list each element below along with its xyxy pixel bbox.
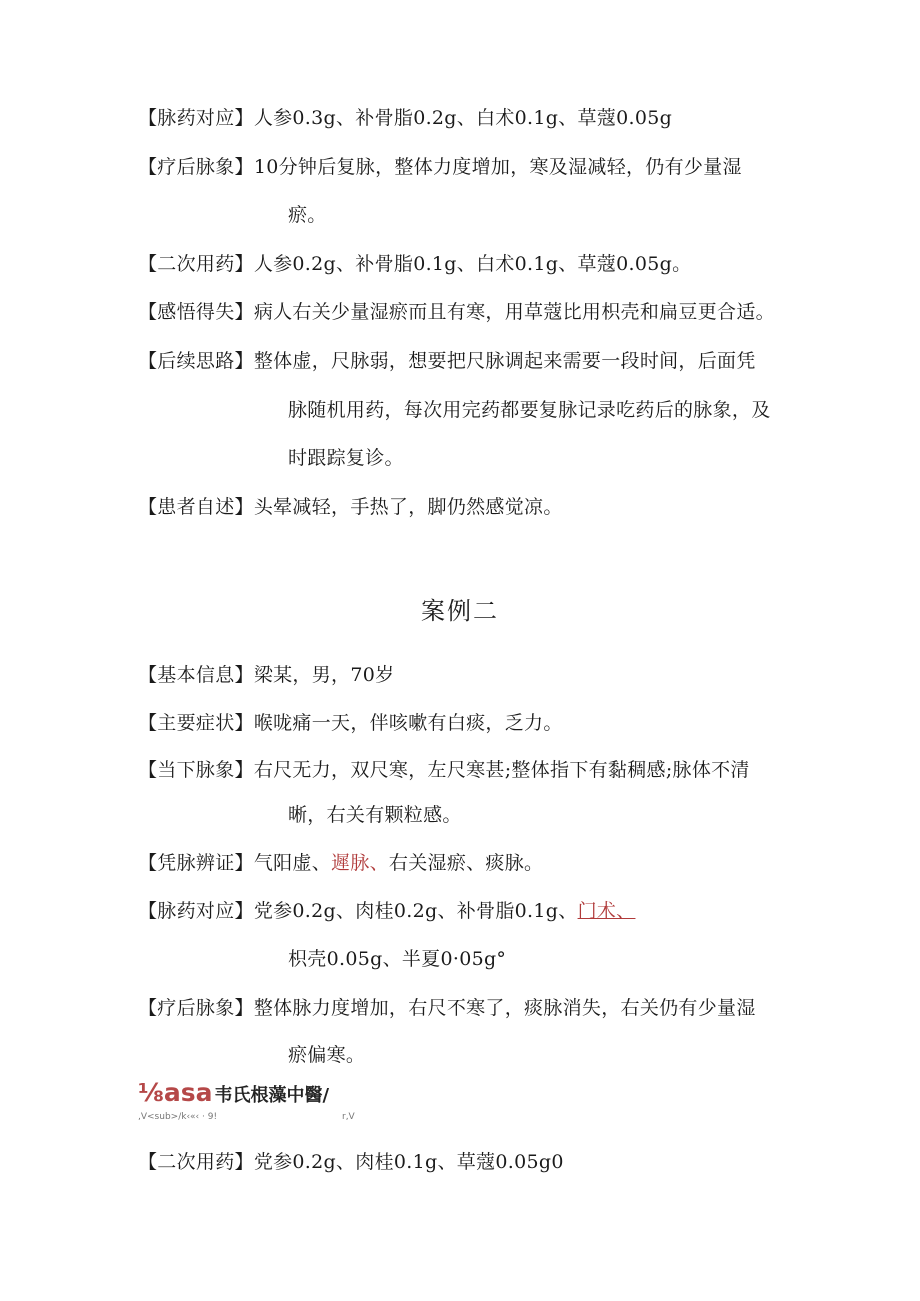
field-value-continued: 枳壳0.05g、半夏0·05g° — [288, 948, 507, 970]
row-continuation — [288, 398, 771, 422]
row-gan-wu-de-shi — [138, 300, 775, 324]
field-label: 【凭脉辨证】 — [138, 852, 254, 874]
row-er-ci-yong-yao-2 — [138, 1150, 564, 1174]
field-value-continued: 时跟踪复诊。 — [288, 447, 404, 469]
highlight-text: 门术、 — [577, 900, 636, 922]
watermark-logo — [138, 1078, 329, 1111]
field-value: 党参0.2g、肉桂0.1g、草蔻0.05g0 — [253, 1151, 564, 1173]
highlight-text: 遲脉、 — [331, 852, 389, 874]
field-value: 右关湿瘀、痰脉。 — [388, 852, 544, 874]
field-label: 【疗后脉象】 — [138, 156, 254, 178]
section-title: 案例二 — [421, 597, 499, 625]
field-value: 10分钟后复脉，整体力度增加，寒及湿减轻，仍有少量湿 — [253, 156, 742, 178]
row-liao-hou-mai-xiang-1 — [138, 155, 742, 179]
logo-brand-text: 韦氏根藻中醫/ — [214, 1085, 330, 1106]
field-label: 【疗后脉象】 — [138, 997, 254, 1019]
field-value-continued: 晰，右关有颗粒感。 — [288, 804, 462, 826]
field-value: 整体虚，尺脉弱，想要把尺脉调起来需要一段时间，后面凭 — [253, 350, 756, 372]
row-continuation — [288, 1043, 365, 1067]
row-dang-xia-mai-xiang — [138, 758, 750, 782]
field-value: 头晕减轻，手热了，脚仍然感觉凉。 — [253, 496, 563, 518]
field-label: 【患者自述】 — [138, 496, 254, 518]
field-label: 【主要症状】 — [138, 712, 254, 734]
field-label: 【后续思路】 — [138, 350, 254, 372]
row-continuation — [288, 203, 327, 227]
field-value: 气阳虚、 — [253, 852, 332, 874]
row-huan-zhe-zi-shu — [138, 495, 563, 519]
field-value: 喉咙痛一天，伴咳嗽有白痰，乏力。 — [253, 712, 563, 734]
field-value: 梁某，男，70岁 — [253, 664, 395, 686]
field-label: 【二次用药】 — [138, 253, 254, 275]
field-label: 【二次用药】 — [138, 1151, 254, 1173]
field-value: 病人右关少量湿瘀而且有寒，用草蔻比用枳壳和扁豆更合适。 — [253, 301, 775, 323]
field-label: 【当下脉象】 — [138, 759, 254, 781]
field-value: 党参0.2g、肉桂0.2g、补骨脂0.1g、 — [253, 900, 578, 922]
row-continuation — [288, 947, 506, 971]
field-value: 右尺无力，双尺寒，左尺寒甚;整体指下有黏稠感;脉体不清 — [253, 759, 750, 781]
field-value-continued: 脉随机用药，每次用完药都要复脉记录吃药后的脉象，及 — [288, 399, 771, 421]
row-hou-xu-si-lu — [138, 349, 756, 373]
row-liao-hou-mai-xiang-2 — [138, 996, 756, 1020]
field-value-continued: 瘀偏寒。 — [288, 1044, 366, 1066]
row-ping-mai-bian-zheng — [138, 851, 543, 875]
watermark-subtext-right: r,V — [342, 1112, 355, 1122]
field-label: 【基本信息】 — [138, 664, 254, 686]
field-value: 人参0.3g、补骨脂0.2g、白术0.1g、草蔻0.05g — [253, 107, 673, 129]
field-label: 【脉药对应】 — [138, 900, 254, 922]
row-continuation — [288, 446, 404, 470]
row-mai-yao-dui-ying-1 — [138, 106, 672, 130]
row-zhu-yao-zheng-zhuang — [138, 711, 563, 735]
field-label: 【感悟得失】 — [138, 301, 254, 323]
field-value: 整体脉力度增加，右尺不寒了，痰脉消失，右关仍有少量湿 — [253, 997, 756, 1019]
row-continuation — [288, 803, 462, 827]
watermark-subtext-left: ,V<sub>/k‹«‹ · 9! — [138, 1112, 218, 1122]
row-ji-ben-xin-xi — [138, 663, 394, 687]
field-value: 人参0.2g、补骨脂0.1g、白术0.1g、草蔻0.05g。 — [253, 253, 692, 275]
logo-mark: ⅛asa — [138, 1078, 213, 1107]
row-mai-yao-dui-ying-2 — [138, 899, 635, 923]
field-value-continued: 瘀。 — [288, 204, 327, 226]
row-er-ci-yong-yao-1 — [138, 252, 691, 276]
field-label: 【脉药对应】 — [138, 107, 254, 129]
